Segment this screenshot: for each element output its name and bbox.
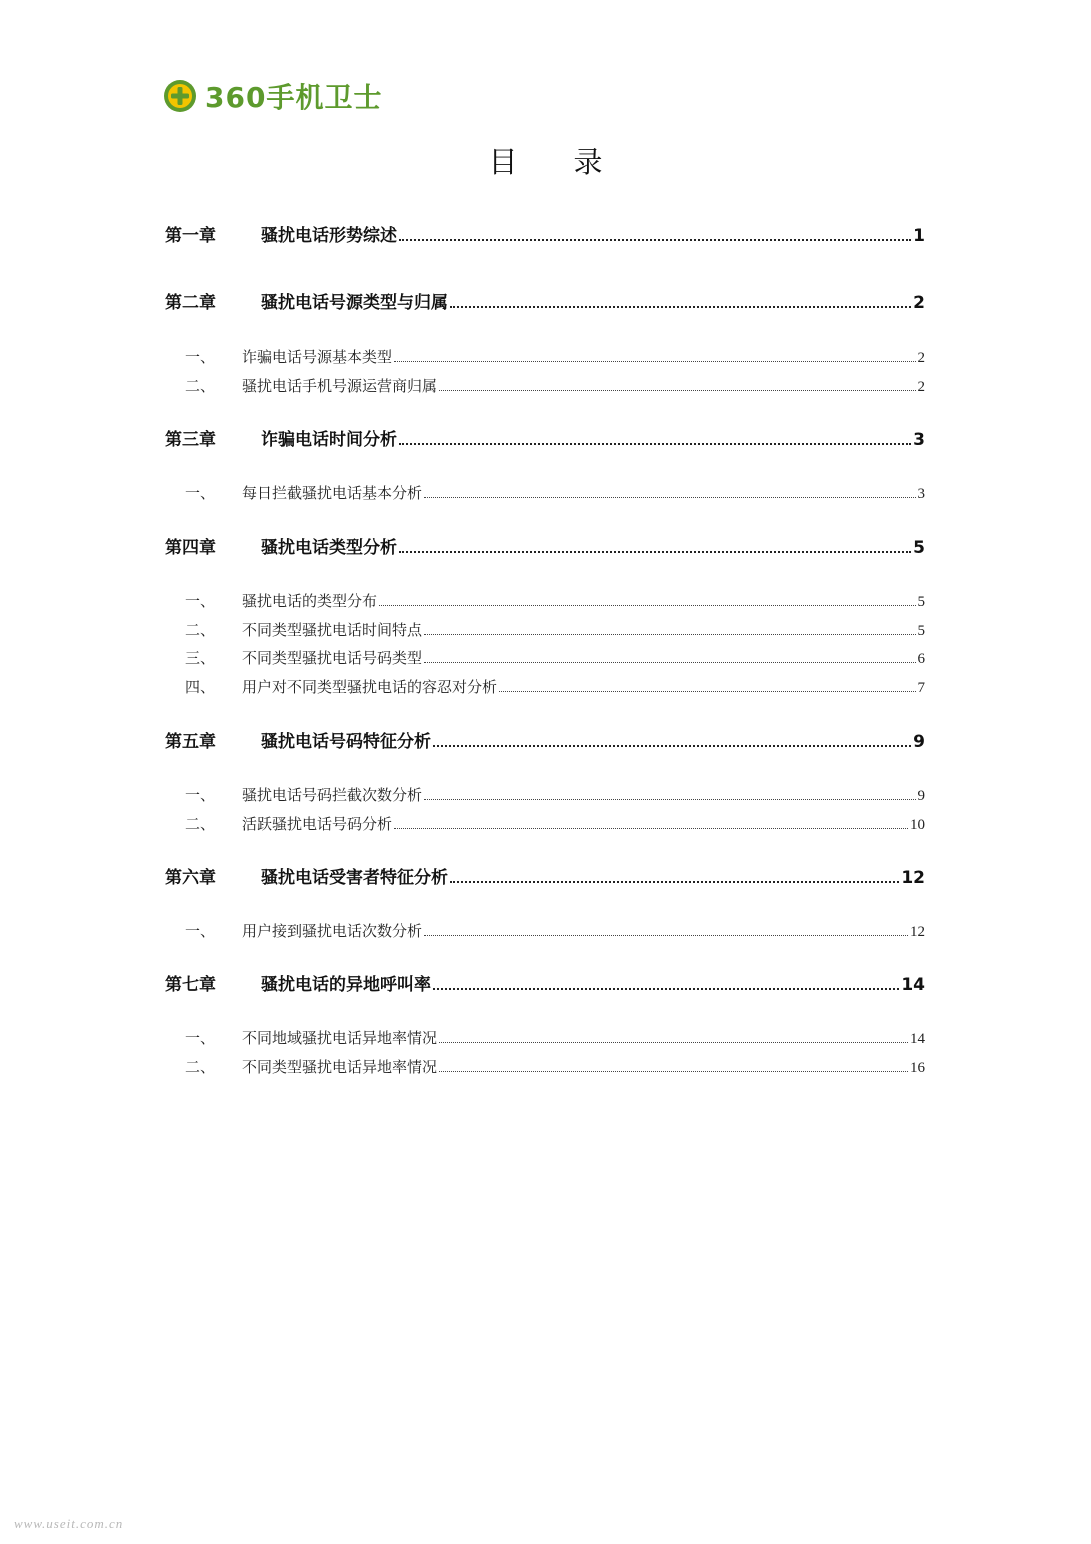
toc-entry-title: 每日拦截骚扰电话基本分析 [242, 484, 423, 502]
toc-entry-number: 一、 [185, 484, 216, 502]
toc-page-number: 16 [910, 1060, 925, 1076]
toc-chapter-entry[interactable] [165, 220, 925, 246]
toc-page-number: 1 [913, 226, 925, 246]
toc-page-number: 2 [917, 350, 925, 366]
toc-entry-number: 二、 [185, 815, 216, 833]
toc-entry-title: 诈骗电话号源基本类型 [242, 348, 393, 366]
toc-entry-title: 用户接到骚扰电话次数分析 [242, 922, 423, 940]
toc-entry-title: 骚扰电话号码拦截次数分析 [242, 786, 423, 804]
toc-page-number: 3 [917, 486, 925, 502]
toc-section-entry[interactable] [165, 477, 925, 503]
toc-dot-leader [394, 361, 915, 362]
toc-entry-number: 一、 [185, 1029, 216, 1047]
toc-entry-number: 一、 [185, 786, 216, 804]
toc-dot-leader [424, 662, 915, 663]
toc-entry-title: 不同类型骚扰电话时间特点 [242, 621, 423, 639]
toc-dot-leader [433, 988, 899, 990]
toc-dot-leader [450, 306, 911, 308]
toc-entry-number: 第七章 [165, 975, 216, 995]
toc-dot-leader [394, 828, 908, 829]
toc-entry-title: 骚扰电话的类型分布 [242, 592, 378, 610]
toc-entry-number: 四、 [185, 678, 216, 696]
page-title: 目录 [488, 145, 659, 179]
toc-chapter-entry[interactable] [165, 532, 925, 558]
toc-entry-number: 第三章 [165, 430, 216, 450]
toc-section-entry[interactable] [165, 1022, 925, 1048]
toc-entry-title: 骚扰电话的异地呼叫率 [261, 975, 431, 995]
toc-entry-number: 第四章 [165, 538, 216, 558]
toc-entry-number: 一、 [185, 922, 216, 940]
toc-entry-number: 第六章 [165, 868, 216, 888]
toc-entry-number: 二、 [185, 621, 216, 639]
toc-page-number: 12 [901, 868, 925, 888]
toc-chapter-entry[interactable] [165, 424, 925, 450]
toc-dot-leader [424, 799, 915, 800]
watermark: www.useit.com.cn [14, 1516, 124, 1531]
toc-page-number: 9 [917, 788, 925, 804]
toc-page-number: 7 [917, 680, 925, 696]
toc-entry-number: 一、 [185, 592, 216, 610]
toc-section-entry[interactable] [165, 1051, 925, 1077]
toc-section-entry[interactable] [165, 341, 925, 367]
toc-dot-leader [424, 935, 908, 936]
toc-page-number: 10 [910, 817, 925, 833]
toc-entry-title: 活跃骚扰电话号码分析 [242, 815, 393, 833]
toc-section-entry[interactable] [165, 370, 925, 396]
brand-name: 360手机卫士 [205, 81, 383, 114]
toc-entry-title: 骚扰电话受害者特征分析 [261, 868, 448, 888]
toc-page-number: 3 [913, 430, 925, 450]
toc-dot-leader [379, 605, 915, 606]
toc-entry-number: 二、 [185, 377, 216, 395]
toc-dot-leader [424, 497, 915, 498]
toc-section-entry[interactable] [165, 614, 925, 640]
toc-page-number: 6 [917, 651, 925, 667]
toc-section-entry[interactable] [165, 585, 925, 611]
toc-entry-title: 骚扰电话形势综述 [261, 226, 397, 246]
toc-page-number: 9 [913, 732, 925, 752]
toc-chapter-entry[interactable] [165, 287, 925, 313]
toc-entry-title: 骚扰电话手机号源运营商归属 [242, 377, 438, 395]
toc-entry-number: 第二章 [165, 293, 216, 313]
toc-section-entry[interactable] [165, 915, 925, 941]
toc-entry-title: 骚扰电话号码特征分析 [261, 732, 431, 752]
toc-entry-number: 第一章 [165, 226, 216, 246]
toc-page-number: 5 [913, 538, 925, 558]
toc-section-entry[interactable] [165, 808, 925, 834]
toc-entry-number: 第五章 [165, 732, 216, 752]
plus-circle-logo-icon [163, 79, 197, 113]
toc-dot-leader [424, 634, 915, 635]
toc-page-number: 5 [917, 594, 925, 610]
toc-page-number: 12 [910, 924, 925, 940]
toc-entry-number: 二、 [185, 1058, 216, 1076]
toc-entry-title: 不同类型骚扰电话号码类型 [242, 649, 423, 667]
brand-logo [163, 78, 382, 114]
toc-entry-number: 一、 [185, 348, 216, 366]
toc-entry-title: 骚扰电话号源类型与归属 [261, 293, 448, 313]
toc-dot-leader [399, 239, 911, 241]
toc-dot-leader [433, 745, 911, 747]
toc-page-number: 14 [910, 1031, 925, 1047]
toc-dot-leader [439, 1042, 908, 1043]
toc-page-number: 2 [917, 379, 925, 395]
toc-chapter-entry[interactable] [165, 862, 925, 888]
toc-page-number: 14 [901, 975, 925, 995]
toc-dot-leader [499, 691, 915, 692]
toc-entry-title: 不同地域骚扰电话异地率情况 [242, 1029, 438, 1047]
toc-dot-leader [399, 551, 911, 553]
toc-section-entry[interactable] [165, 779, 925, 805]
toc-page-number: 2 [913, 293, 925, 313]
toc-entry-number: 三、 [185, 649, 216, 667]
toc-dot-leader [399, 443, 911, 445]
toc-chapter-entry[interactable] [165, 969, 925, 995]
toc-entry-title: 诈骗电话时间分析 [261, 430, 397, 450]
toc-page-number: 5 [917, 623, 925, 639]
toc-entry-title: 不同类型骚扰电话异地率情况 [242, 1058, 438, 1076]
toc-entry-title: 用户对不同类型骚扰电话的容忍对分析 [242, 678, 498, 696]
toc-entry-title: 骚扰电话类型分析 [261, 538, 397, 558]
toc-section-entry[interactable] [165, 671, 925, 697]
toc-dot-leader [450, 881, 899, 883]
toc-dot-leader [439, 390, 915, 391]
toc-chapter-entry[interactable] [165, 726, 925, 752]
toc-section-entry[interactable] [165, 642, 925, 668]
toc-dot-leader [439, 1071, 908, 1072]
